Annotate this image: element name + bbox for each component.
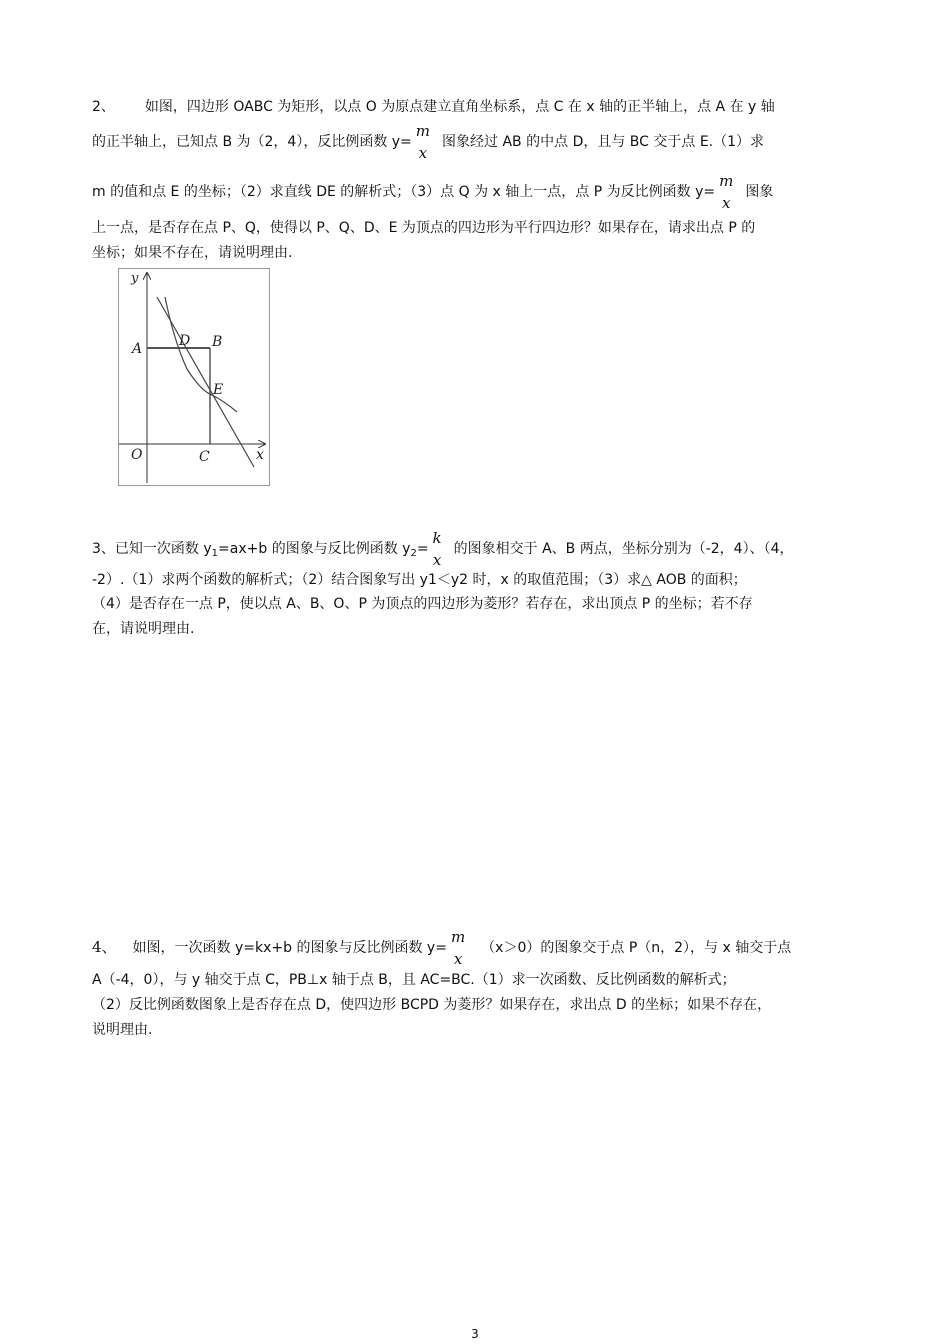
label-a: A bbox=[132, 341, 143, 357]
label-x: x bbox=[256, 447, 264, 463]
problem2-line5: 坐标；如果不存在，请说明理由. bbox=[92, 245, 293, 261]
fraction-m-over-x: m x bbox=[415, 122, 431, 162]
label-y: y bbox=[131, 271, 139, 286]
problem3-line2: -2）.（1）求两个函数的解析式；（2）结合图象写出 y1＜y2 时，x 的取值范围；（3）求△ AOB 的面积； bbox=[92, 572, 747, 588]
problem4-line4: 说明理由. bbox=[92, 1022, 153, 1038]
problem2-line2: 的正半轴上，已知点 B 为（2，4），反比例函数 y= m x 图象经过 AB 的中点 D，且与 BC 交于点 E.（1）求 bbox=[92, 122, 765, 162]
label-c: C bbox=[199, 449, 210, 465]
coordinate-diagram bbox=[119, 269, 269, 485]
label-e: E bbox=[213, 382, 224, 398]
problem-number: 4、 bbox=[92, 938, 117, 956]
problem-number: 2、 bbox=[92, 99, 115, 115]
problem3-line1: 3、已知一次函数 $y_1=ax+b$ 的图象与反比例函数 $y_2=$ k x 的图象相交于 A、B 两点，坐标分别为（-2，4）、（4， bbox=[92, 529, 794, 569]
problem4-line3: （2）反比例函数图象上是否存在点 D，使四边形 BCPD 为菱形？如果存在，求出点 D 的坐标；如果不存在， bbox=[92, 997, 772, 1013]
problem4-line2: A（-4，0），与 y 轴交于点 C，PB⊥x 轴于点 B，且 AC=BC.（1）求一次函数、反比例函数的解析式； bbox=[92, 972, 736, 988]
problem3-line3: （4）是否存在一点 P，使以点 A、B、O、P 为顶点的四边形为菱形？若存在，求出顶点 P 的坐标；若不存 bbox=[92, 596, 753, 612]
fraction-m-over-x: m x bbox=[719, 172, 734, 212]
problem4-line1: 4、 如图，一次函数 y=kx+b 的图象与反比例函数 y= m x （x＞0）的图象交于点 P（n，2），与 x 轴交于点 bbox=[92, 928, 792, 968]
problem2-line3: m 的值和点 E 的坐标；（2）求直线 DE 的解析式；（3）点 Q 为 x 轴上一点，点 P 为反比例函数 y= m x 图象 bbox=[92, 172, 774, 212]
fraction-k-over-x: k x bbox=[432, 529, 442, 569]
label-b: B bbox=[212, 334, 223, 350]
geometry-figure bbox=[118, 268, 270, 486]
hyperbola-curve bbox=[165, 297, 237, 412]
line-de bbox=[157, 297, 254, 467]
problem2-line1: 2、 如图，四边形 OABC 为矩形，以点 O 为原点建立直角坐标系，点 C 在 x 轴的正半轴上，点 A 在 y 轴 bbox=[92, 99, 775, 115]
label-o: O bbox=[131, 447, 143, 463]
fraction-m-over-x: m x bbox=[450, 928, 466, 968]
label-d: D bbox=[179, 333, 191, 349]
problem3-line4: 在，请说明理由. bbox=[92, 621, 195, 637]
page-number: 3 bbox=[471, 1327, 479, 1341]
problem2-line4: 上一点，是否存在点 P、Q，使得以 P、Q、D、E 为顶点的四边形为平行四边形？如果存在，请求出点 P 的 bbox=[92, 220, 756, 236]
